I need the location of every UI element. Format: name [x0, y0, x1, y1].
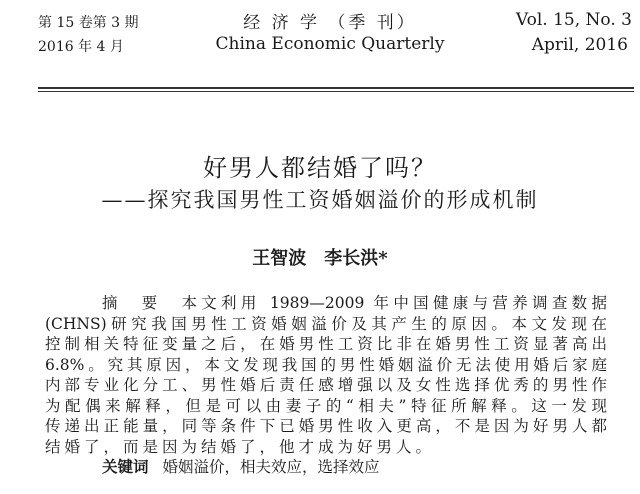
- paper-subtitle: ——探究我国男性工资婚姻溢价的形成机制: [101, 188, 539, 212]
- abstract-line: 6.8%。究其原因，本文发现我国的男性婚姻溢价无法使用婚后家庭: [45, 355, 607, 374]
- keywords: [102, 456, 380, 478]
- journal-name-cn: 经 济 学 （季 刊）: [243, 13, 417, 33]
- publication-date-cn: 2016 年 4 月: [38, 39, 124, 55]
- abstract-line: 结婚了，而是因为结婚了，他才成为好男人。: [45, 437, 436, 456]
- volume-issue-en: Vol. 15, No. 3: [515, 10, 632, 30]
- header-rule: [38, 87, 634, 89]
- journal-name-en: China Economic Quarterly: [215, 34, 445, 54]
- abstract-label: 摘 要: [102, 294, 162, 312]
- paper-title: 好男人都结婚了吗？: [203, 154, 437, 182]
- keywords-value: 婚姻溢价，相夫效应，选择效应: [162, 458, 380, 476]
- authors: 王智波 李长洪*: [252, 248, 388, 269]
- abstract-line: 控制相关特征变量之后，在婚男性工资比非在婚男性工资显著高出: [45, 335, 607, 353]
- abstract-line: 内部专业化分工、男性婚后责任感增强以及女性选择优秀的男性作: [45, 376, 607, 394]
- publication-date-en: April, 2016: [531, 35, 628, 55]
- volume-issue: 第 15 卷第 3 期: [38, 15, 139, 31]
- abstract-line: 摘 要 本文利用 1989—2009 年中国健康与营养调查数据: [102, 294, 607, 312]
- keywords-label: 关键词: [102, 457, 149, 476]
- abstract-line: (CHNS)研究我国男性工资婚姻溢价及其产生的原因。本文发现在: [45, 314, 607, 333]
- abstract-line: 传递出正能量，同等条件下已婚男性收入更高，不是因为好男人都: [45, 417, 607, 435]
- header-rule-thin: [38, 91, 634, 92]
- abstract-line: 为配偶来解释，但是可以由妻子的“相夫”特征所解释。这一发现: [45, 396, 607, 415]
